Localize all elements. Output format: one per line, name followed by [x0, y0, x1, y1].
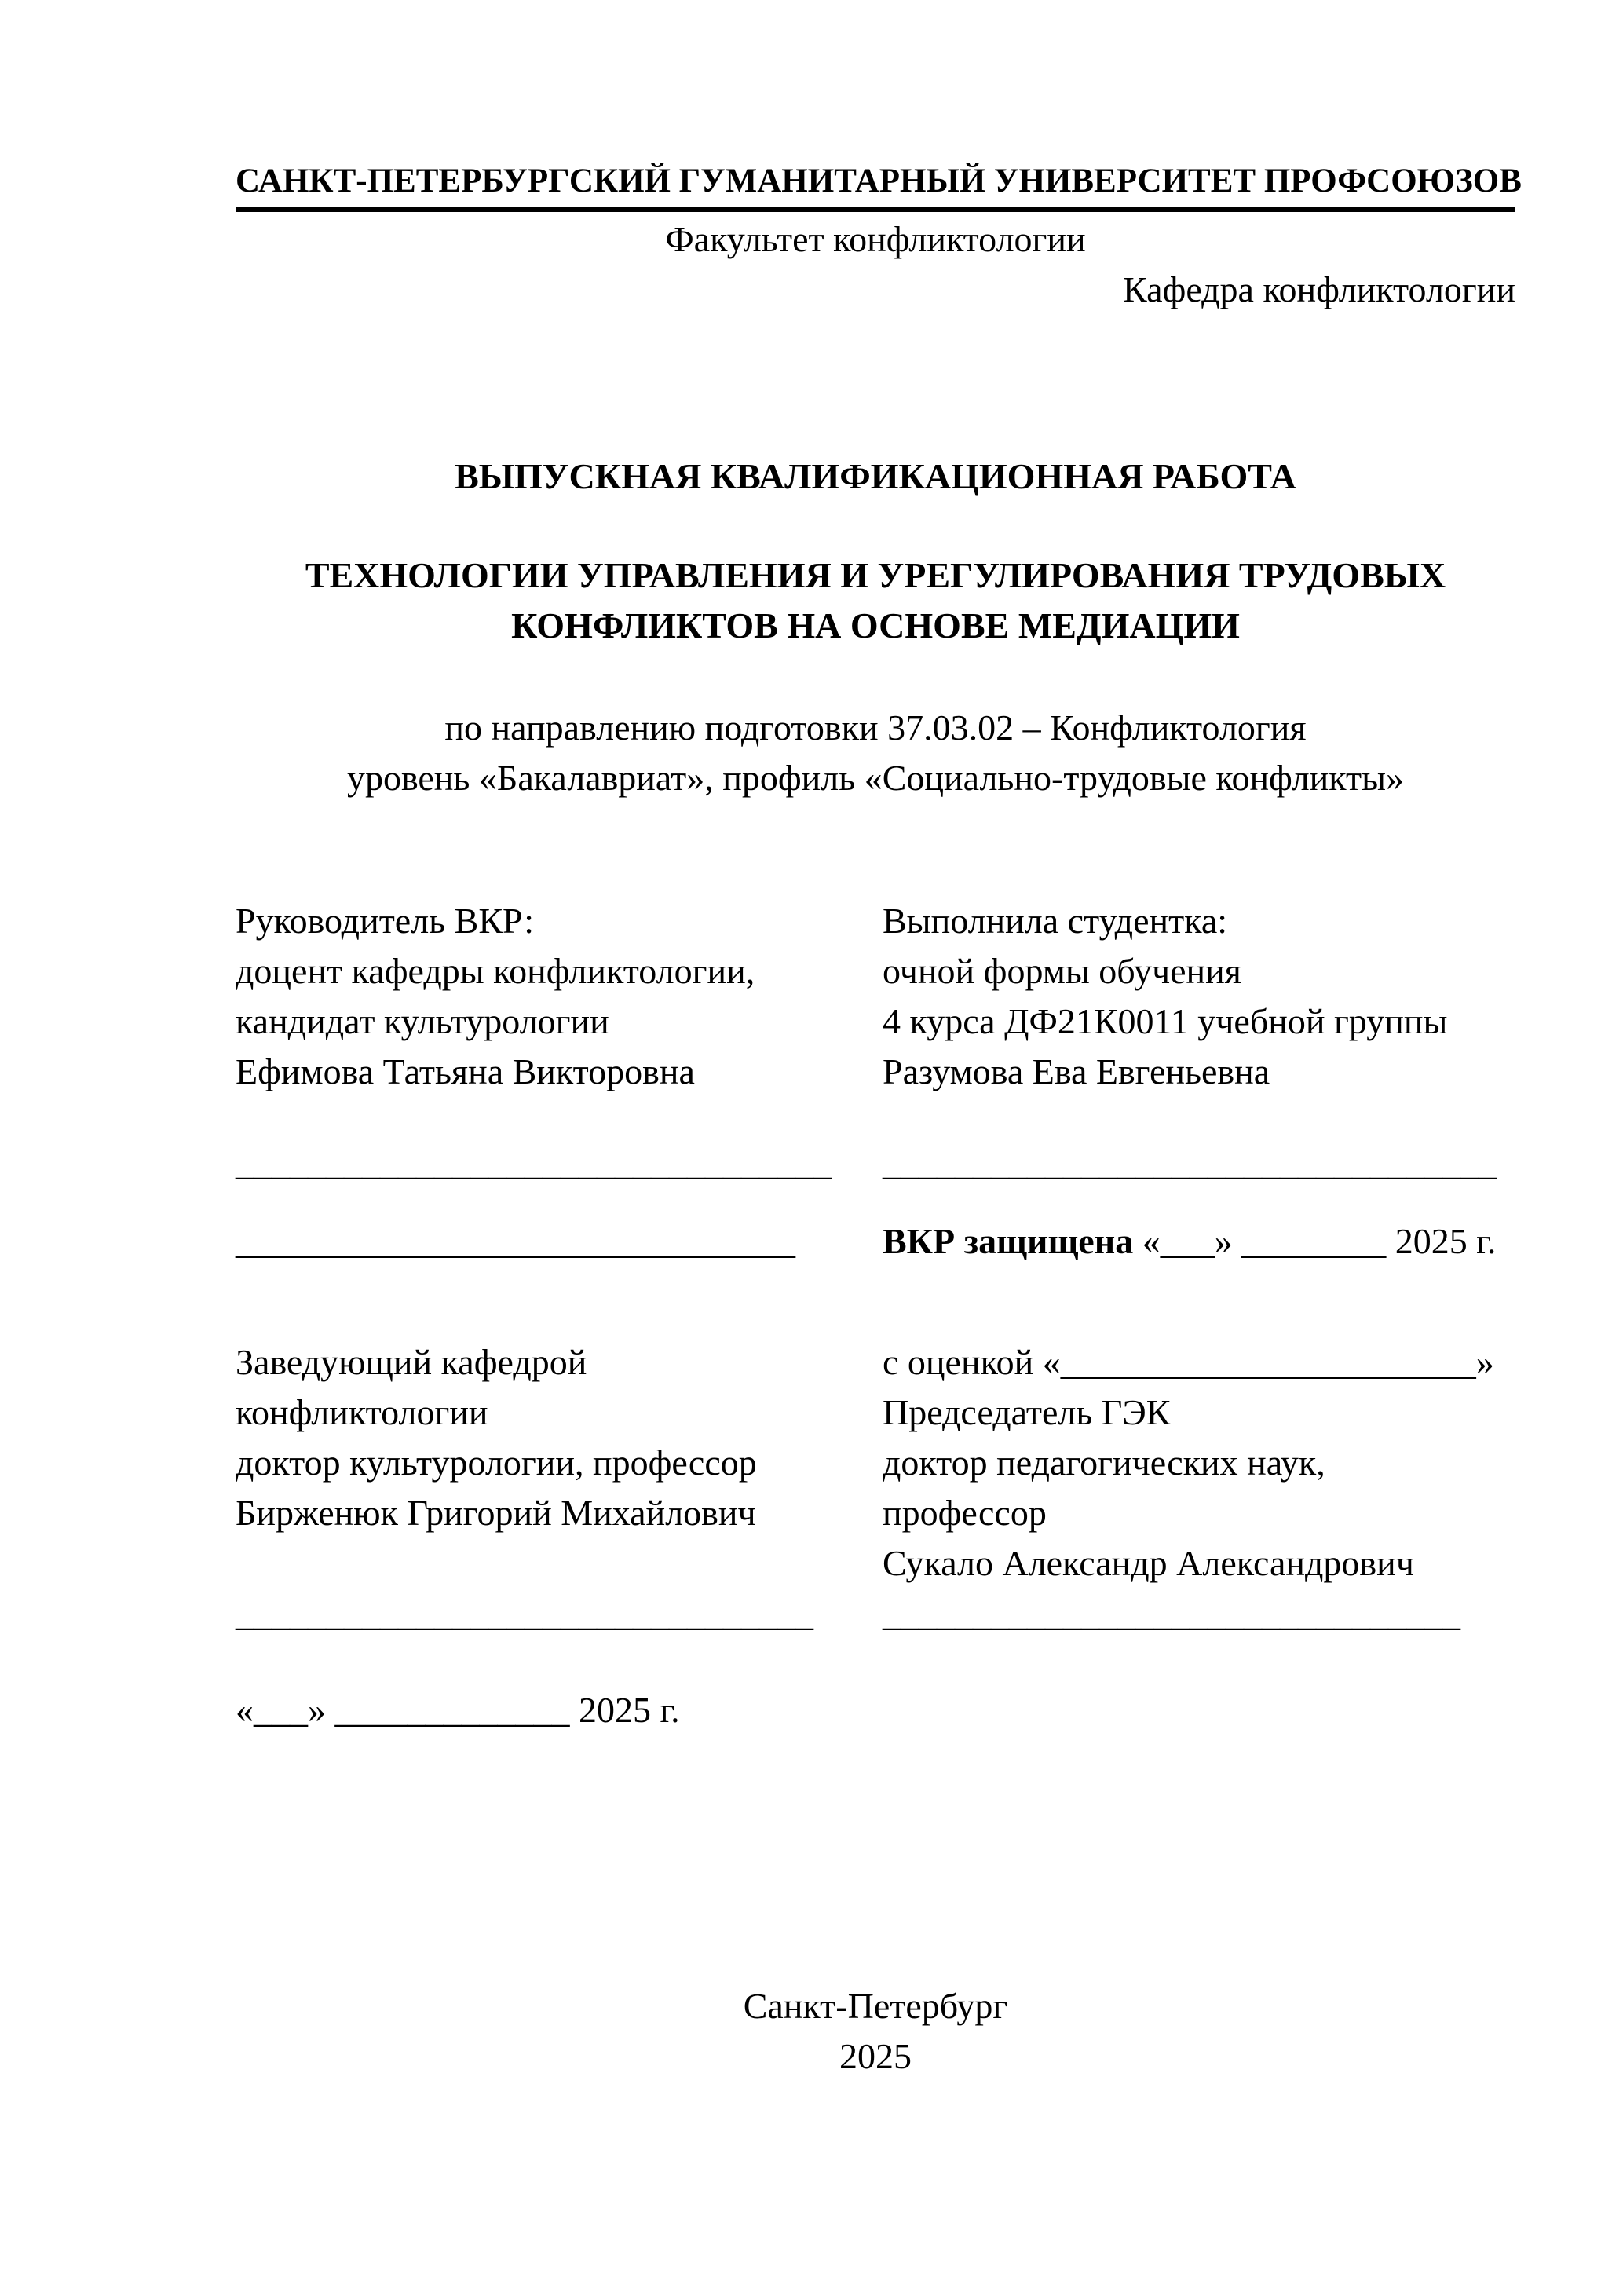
defense-label: ВКР защищена — [883, 1221, 1134, 1261]
student-role: Выполнила студентка: — [883, 901, 1228, 941]
level-line: уровень «Бакалавриат», профиль «Социально-трудовые конфликты» — [346, 758, 1405, 798]
defense-line — [883, 1216, 1515, 1267]
head-role-line-2: конфликтологии — [236, 1392, 488, 1432]
student-signature-line: __________________________________ — [883, 1143, 1497, 1183]
thesis-title: ТЕХНОЛОГИИ УПРАВЛЕНИЯ И УРЕГУЛИРОВАНИЯ ТРУДОВЫХ КОНФЛИКТОВ НА ОСНОВЕ МЕДИАЦИИ — [305, 555, 1446, 645]
signature-row-1 — [236, 1138, 1515, 1188]
work-type-heading: ВЫПУСКНАЯ КВАЛИФИКАЦИОННАЯ РАБОТА — [455, 456, 1296, 496]
student-block — [883, 896, 1515, 1097]
defense-date-blank: «___» ________ 2025 г. — [1133, 1221, 1497, 1261]
supervisor-signature-line: _________________________________ — [236, 1143, 832, 1183]
head-signature-line: ________________________________ — [236, 1593, 813, 1633]
signature-row-2 — [236, 1216, 1515, 1267]
chairman-degree-line-1: доктор педагогических наук, — [883, 1442, 1325, 1483]
supervisor-signature-line-2: _______________________________ — [236, 1221, 795, 1261]
university-name: САНКТ-ПЕТЕРБУРГСКИЙ ГУМАНИТАРНЫЙ УНИВЕРСИТЕТ ПРОФСОЮЗОВ — [236, 161, 1515, 212]
supervisor-role: Руководитель ВКР: — [236, 901, 535, 941]
student-name: Разумова Ева Евгеньевна — [883, 1051, 1270, 1091]
supervisor-name: Ефимова Татьяна Викторовна — [236, 1051, 695, 1091]
student-study-form: очной формы обучения — [883, 951, 1241, 991]
head-name: Бирженюк Григорий Михайлович — [236, 1493, 756, 1533]
footer-year: 2025 — [839, 2036, 912, 2076]
chairman-signature-line: ________________________________ — [883, 1593, 1460, 1633]
supervisor-degree: кандидат культурологии — [236, 1001, 609, 1041]
officials-block — [236, 1337, 1515, 1589]
date-line: «___» _____________ 2025 г. — [236, 1690, 680, 1730]
head-role-line-1: Заведующий кафедрой — [236, 1342, 587, 1382]
head-of-department-block — [236, 1337, 883, 1589]
supervisor-block — [236, 896, 883, 1097]
chairman-block — [883, 1337, 1515, 1589]
footer-city: Санкт-Петербург — [743, 1986, 1008, 2026]
people-block — [236, 896, 1515, 1097]
chairman-name: Сукало Александр Александрович — [883, 1543, 1414, 1583]
department-line: Кафедра конфликтологии — [1123, 269, 1515, 309]
program-line: по направлению подготовки 37.03.02 – Конфликтология — [444, 707, 1307, 748]
evaluation-line: с оценкой «_______________________» — [883, 1342, 1494, 1382]
student-group: 4 курса ДФ21К0011 учебной группы — [883, 1001, 1448, 1041]
chairman-role: Председатель ГЭК — [883, 1392, 1171, 1432]
faculty-line: Факультет конфликтологии — [665, 219, 1086, 259]
supervisor-position: доцент кафедры конфликтологии, — [236, 951, 755, 991]
signature-row-3 — [236, 1589, 1515, 1639]
footer-block — [236, 1981, 1515, 2082]
head-degree: доктор культурологии, профессор — [236, 1442, 757, 1483]
chairman-degree-line-2: профессор — [883, 1493, 1047, 1533]
